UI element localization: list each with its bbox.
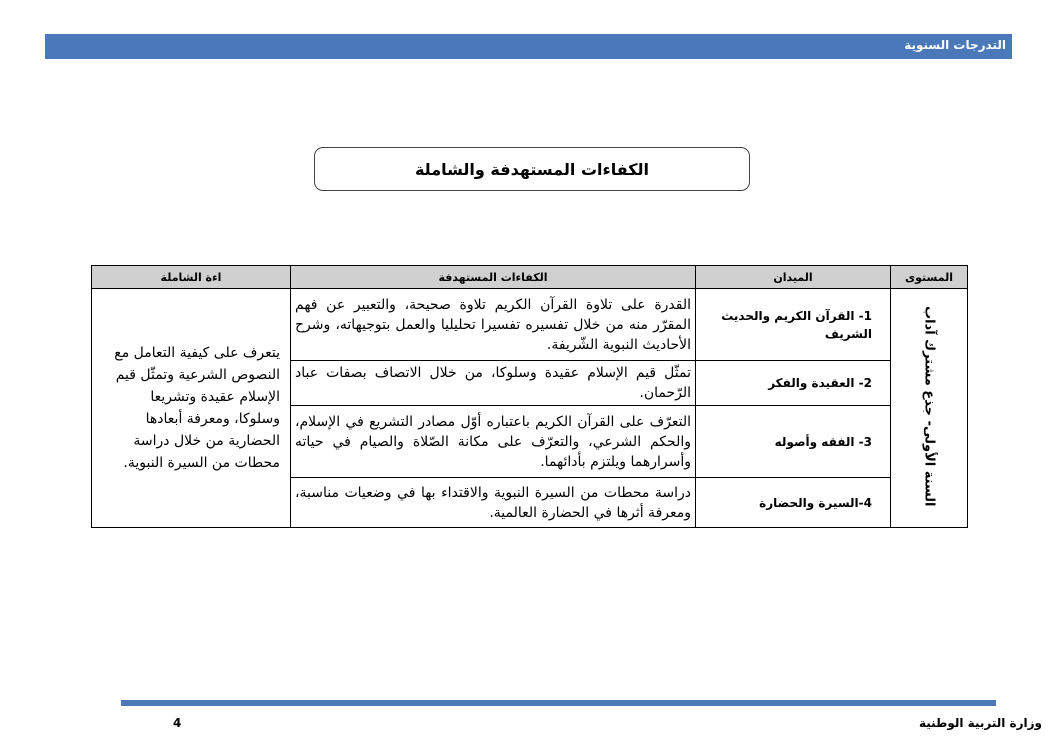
page-number: 4 (173, 716, 182, 730)
header-final-competency: اءة الشاملة (92, 266, 291, 289)
domain-cell: 3- الفقه وأصوله (696, 406, 891, 478)
final-competency-cell: يتعرف على كيفية التعامل مع النصوص الشرعية وتمثّل قيم الإسلام عقيدة وتشريعا وسلوكا، ومعرفة أبعادها الحضارية من خلال دراسة محطات من السيرة النبوية. (92, 289, 291, 528)
domain-cell: 4-السيرة والحضارة (696, 478, 891, 528)
footer-ministry: وزارة التربية الوطنية (918, 716, 1042, 730)
section-title-box (314, 147, 750, 191)
competency-cell: التعرّف على القرآن الكريم باعتباره أوّل مصادر التشريع في الإسلام، والحكم الشرعي، والتعرّف على مكانة الصّلاة والصيام في حياته وأسرارهما ويلتزم بأدائهما. (291, 406, 696, 478)
competencies-table (91, 265, 968, 528)
section-title: الكفاءات المستهدفة والشاملة (414, 159, 650, 179)
header-competencies: الكفاءات المستهدفة (291, 266, 696, 289)
competency-cell: دراسة محطات من السيرة النبوية والاقتداء بها في وضعيات مناسبة، ومعرفة أثرها في الحضارة العالمية. (291, 478, 696, 528)
header-title: التدرجات السنوية (904, 38, 1006, 52)
footer-divider (121, 700, 996, 706)
header-domain: الميدان (696, 266, 891, 289)
level-label: السنة الأولى- جذع مشترك آداب (921, 305, 937, 507)
table-header-row (92, 266, 968, 289)
domain-cell: 1- القرآن الكريم والحديث الشريف (696, 289, 891, 361)
table-row (92, 289, 968, 361)
level-cell (891, 289, 968, 528)
competency-cell: تمثّل قيم الإسلام عقيدة وسلوكا، من خلال الاتصاف بصفات عباد الرّحمان. (291, 361, 696, 406)
header-level: المستوى (891, 266, 968, 289)
domain-cell: 2- العقيدة والفكر (696, 361, 891, 406)
header-bar (45, 34, 1012, 59)
competency-cell: القدرة على تلاوة القرآن الكريم تلاوة صحيحة، والتعبير عن فهم المقرّر منه من خلال تفسيره تفسيرا تحليليا والعمل بتوجيهاته، وشرح الأحاديث النبوية الشّريفة. (291, 289, 696, 361)
